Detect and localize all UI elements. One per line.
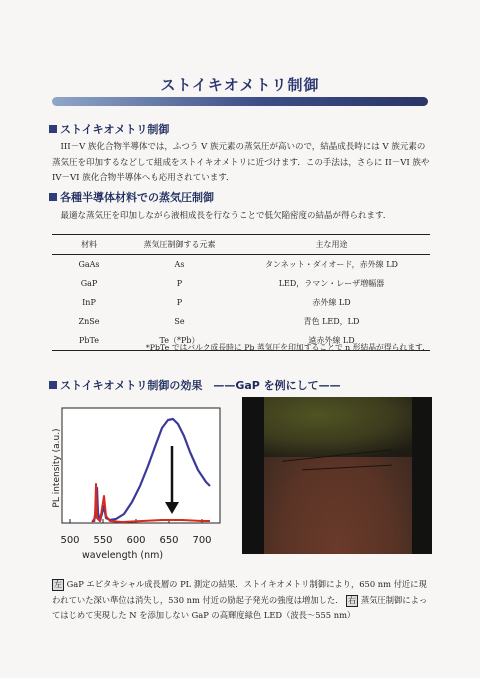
vapor-paragraph: 最適な蒸気圧を印加しながら液相成長を行なうことで低欠陥密度の結晶が得られます． bbox=[60, 211, 392, 221]
photo-upper-region bbox=[242, 397, 432, 457]
section-heading-text: 各種半導体材料での蒸気圧制御 bbox=[60, 191, 214, 204]
table-row bbox=[52, 255, 430, 275]
right-label-box: 右 bbox=[348, 595, 357, 605]
graph-ylabel: PL intensity (a.u.) bbox=[52, 428, 62, 508]
square-bullet-icon bbox=[49, 193, 57, 201]
table-cell: Te（*Pb） bbox=[126, 331, 233, 351]
table-cell: Se bbox=[174, 317, 185, 326]
caption-right-text: 蒸気圧制御によってはじめて実現した N を添加しない GaP の高輝度緑色 LED（波長～555 nm） bbox=[52, 594, 428, 620]
photo-dark-edge bbox=[242, 397, 264, 554]
intro-paragraph: III－V 族化合物半導体では，ふつう V 族元素の蒸気圧が高いので，結晶成長時には V 族元素の蒸気圧を印加するなどして組成をストイキオメトリに近づけます．この手法は，さらに II－VI 族や IV－VI 族化合物半導体へも応用されています． bbox=[52, 142, 430, 183]
table-cell: 赤外線 LD bbox=[312, 298, 351, 307]
section-heading-stoichiometry bbox=[49, 121, 169, 137]
table-row bbox=[52, 293, 430, 312]
section-heading-text: ストイキオメトリ制御の効果 ——GaP を例にして—— bbox=[60, 379, 341, 392]
table-header: 蒸気圧制御する元素 bbox=[126, 235, 233, 255]
table-header-row bbox=[52, 235, 430, 255]
xtick-label: 700 bbox=[192, 535, 212, 546]
table-cell: LED，ラマン・レーザ増幅器 bbox=[278, 279, 385, 288]
materials-table bbox=[52, 234, 430, 351]
xtick-label: 500 bbox=[60, 535, 80, 546]
table-cell: As bbox=[174, 260, 185, 269]
table-cell: GaAs bbox=[78, 260, 100, 269]
table-header: 材料 bbox=[52, 235, 126, 255]
table-cell: 遠赤外線 LD bbox=[233, 331, 430, 351]
title-gradient-bar bbox=[52, 97, 428, 106]
graph-xlabel: wavelength (nm) bbox=[82, 550, 164, 561]
xtick-label: 600 bbox=[126, 535, 146, 546]
table-row bbox=[52, 274, 430, 293]
xtick-label: 550 bbox=[93, 535, 113, 546]
table-row bbox=[52, 312, 430, 331]
square-bullet-icon bbox=[49, 125, 57, 133]
table-cell: 青色 LED，LD bbox=[303, 317, 360, 326]
table-cell: GaP bbox=[80, 279, 98, 288]
table-cell: P bbox=[176, 279, 183, 288]
square-bullet-icon bbox=[49, 381, 57, 389]
photo-dark-edge bbox=[412, 397, 432, 554]
photo-crack-line bbox=[302, 465, 392, 471]
table-cell: PbTe bbox=[52, 331, 126, 351]
figure-caption bbox=[52, 577, 432, 624]
table-cell: ZnSe bbox=[78, 317, 100, 326]
green-led-photo bbox=[242, 397, 432, 554]
table-cell: P bbox=[176, 298, 183, 307]
caption-left-text: GaP エピタキシャル成長層の PL 測定の結果．ストイキオメトリ制御により，650 nm 付近に現われていた深い準位は消失し，530 nm 付近の励起子発光の強度は増加した． bbox=[52, 579, 427, 605]
xtick-label: 650 bbox=[159, 535, 179, 546]
table-cell: InP bbox=[82, 298, 96, 307]
page-title: ストイキオメトリ制御 bbox=[160, 76, 320, 94]
table-cell: タンネット・ダイオード，赤外線 LD bbox=[265, 260, 398, 269]
section-heading-text: ストイキオメトリ制御 bbox=[60, 123, 170, 136]
table-header: 主な用途 bbox=[233, 235, 430, 255]
table-footnote: *PbTe ではバルク成長時に Pb 蒸気圧を印加することで n 形結晶が得られます． bbox=[145, 343, 430, 352]
section-heading-vapor-pressure bbox=[49, 189, 214, 205]
section-heading-effect bbox=[49, 377, 341, 393]
left-label-box: 左 bbox=[54, 580, 62, 589]
